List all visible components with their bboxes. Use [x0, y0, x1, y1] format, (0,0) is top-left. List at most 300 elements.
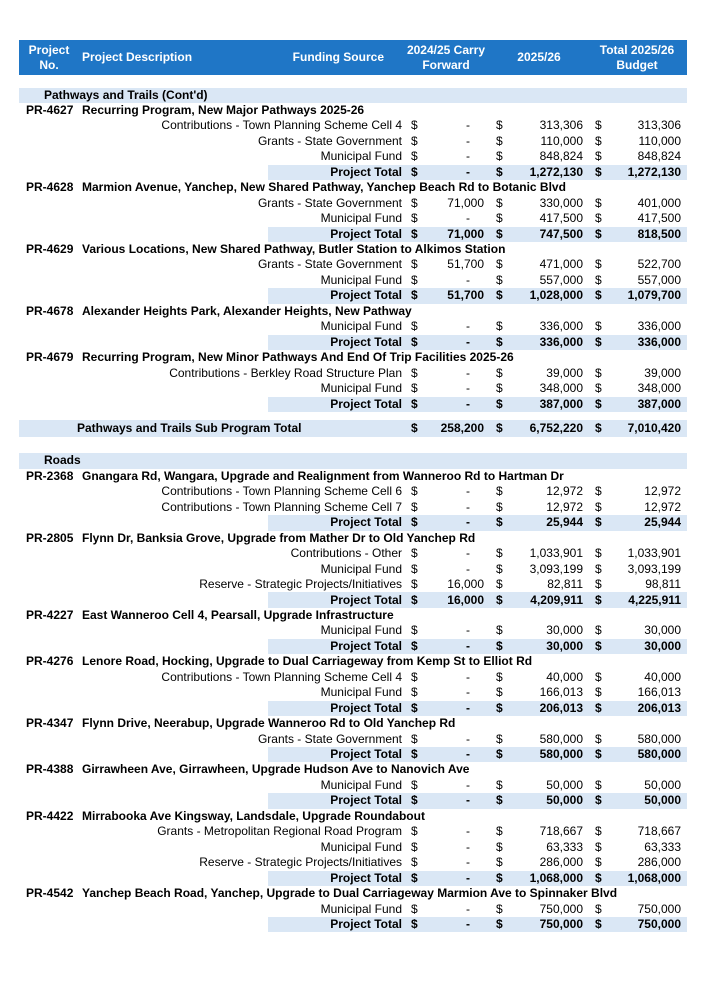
- total-value: 718,667: [637, 824, 681, 839]
- currency-symbol: $: [411, 824, 418, 839]
- total-value: 166,013: [637, 685, 681, 700]
- section-title: Pathways and Trails (Cont'd): [44, 87, 208, 102]
- currency-symbol: $: [595, 133, 602, 148]
- year-value: 747,500: [539, 226, 583, 241]
- currency-symbol: $: [595, 916, 602, 931]
- table-row: [0, 103, 706, 118]
- project-description: Alexander Heights Park, Alexander Heights, New Pathway: [82, 303, 412, 318]
- total-value: 25,944: [644, 515, 681, 530]
- carry-forward-value: -: [466, 561, 470, 576]
- table-row: [0, 546, 706, 561]
- total-value: 98,811: [645, 577, 681, 591]
- table-row: [0, 824, 706, 839]
- total-value: 50,000: [644, 777, 681, 792]
- funding-source: Municipal Fund: [320, 381, 402, 395]
- table-row: [0, 134, 706, 149]
- currency-symbol: $: [411, 334, 418, 349]
- carry-forward-value: -: [466, 499, 470, 514]
- table-row: [0, 654, 706, 669]
- currency-symbol: $: [496, 288, 503, 303]
- project-description: Girrawheen Ave, Girrawheen, Upgrade Hudson Ave to Nanovich Ave: [82, 762, 470, 777]
- carry-forward-value: -: [466, 669, 470, 684]
- table-row: [0, 747, 706, 762]
- currency-symbol: $: [411, 288, 418, 303]
- carry-forward-value: -: [466, 638, 470, 653]
- year-value: 718,667: [539, 824, 583, 839]
- table-row: [0, 350, 706, 365]
- currency-symbol: $: [595, 257, 602, 272]
- total-value: 580,000: [637, 731, 681, 746]
- currency-symbol: $: [595, 623, 602, 638]
- currency-symbol: $: [411, 669, 418, 684]
- currency-symbol: $: [595, 855, 602, 870]
- currency-symbol: $: [496, 499, 503, 514]
- table-row: [0, 149, 706, 164]
- year-value: 3,093,199: [529, 561, 583, 576]
- table-row: [0, 381, 706, 396]
- table-row: [0, 639, 706, 654]
- table-row: [0, 319, 706, 334]
- year-value: 12,972: [546, 484, 583, 499]
- funding-source: Municipal Fund: [320, 319, 402, 334]
- table-row: [0, 453, 706, 468]
- currency-symbol: $: [595, 747, 602, 761]
- project-total-label: Project Total: [330, 793, 402, 808]
- table-row: [0, 397, 706, 412]
- currency-symbol: $: [411, 272, 418, 287]
- table-row: [0, 531, 706, 546]
- table-row: [0, 871, 706, 886]
- funding-source: Municipal Fund: [320, 901, 402, 916]
- currency-symbol: $: [496, 515, 503, 530]
- total-value: 336,000: [637, 334, 681, 349]
- table-row: [0, 685, 706, 700]
- year-value: 750,000: [539, 916, 583, 931]
- year-value: 6,752,220: [529, 420, 583, 435]
- total-value: 401,000: [637, 195, 681, 210]
- project-code: PR-4388: [26, 762, 74, 777]
- table-row: [0, 778, 706, 793]
- currency-symbol: $: [496, 546, 503, 561]
- currency-symbol: $: [411, 561, 418, 576]
- year-value: 580,000: [539, 747, 583, 761]
- currency-symbol: $: [411, 381, 418, 395]
- currency-symbol: $: [411, 870, 418, 885]
- currency-symbol: $: [496, 133, 503, 148]
- currency-symbol: $: [595, 901, 602, 916]
- carry-forward-value: -: [466, 546, 470, 561]
- currency-symbol: $: [411, 149, 418, 164]
- currency-symbol: $: [411, 700, 418, 715]
- carry-forward-value: -: [466, 870, 470, 885]
- funding-source: Contributions - Town Planning Scheme Cell 4: [161, 669, 402, 684]
- carry-forward-value: -: [466, 272, 470, 287]
- total-value: 50,000: [644, 793, 681, 808]
- year-value: 580,000: [539, 731, 583, 746]
- total-value: 286,000: [637, 855, 681, 870]
- currency-symbol: $: [496, 420, 503, 435]
- year-value: 1,272,130: [529, 164, 583, 179]
- year-value: 348,000: [539, 381, 583, 395]
- currency-symbol: $: [411, 839, 418, 854]
- currency-symbol: $: [411, 793, 418, 808]
- currency-symbol: $: [496, 623, 503, 638]
- year-value: 39,000: [546, 365, 583, 380]
- table-row: [0, 335, 706, 350]
- carry-forward-value: 258,200: [440, 420, 484, 435]
- currency-symbol: $: [411, 133, 418, 148]
- table-row: [0, 840, 706, 855]
- project-total-label: Project Total: [330, 288, 402, 303]
- table-row: [0, 196, 706, 211]
- year-value: 750,000: [539, 901, 583, 916]
- carry-forward-value: 71,000: [447, 195, 484, 210]
- currency-symbol: $: [595, 515, 602, 530]
- project-total-label: Project Total: [330, 164, 402, 179]
- currency-symbol: $: [595, 546, 602, 561]
- header-project-no: Project No.: [28, 43, 70, 72]
- currency-symbol: $: [411, 747, 418, 761]
- total-value: 1,272,130: [627, 164, 681, 179]
- funding-source: Contributions - Town Planning Scheme Cell 7: [161, 499, 402, 514]
- carry-forward-value: -: [466, 901, 470, 916]
- project-total-label: Project Total: [330, 334, 402, 349]
- table-row: [0, 165, 706, 180]
- table-row: [0, 469, 706, 484]
- total-value: 12,972: [644, 499, 681, 514]
- project-description: Yanchep Beach Road, Yanchep, Upgrade to Dual Carriageway Marmion Ave to Spinnaker Blvd: [82, 886, 618, 900]
- carry-forward-value: 71,000: [447, 226, 484, 241]
- carry-forward-value: -: [466, 839, 470, 854]
- table-row: [0, 793, 706, 808]
- carry-forward-value: -: [466, 149, 470, 164]
- table-row: [0, 762, 706, 777]
- currency-symbol: $: [595, 334, 602, 349]
- table-row: [0, 562, 706, 577]
- table-row: [0, 242, 706, 257]
- currency-symbol: $: [496, 195, 503, 210]
- currency-symbol: $: [595, 669, 602, 684]
- currency-symbol: $: [595, 149, 602, 164]
- header-year: 2025/26: [517, 50, 561, 64]
- year-value: 40,000: [546, 669, 583, 684]
- currency-symbol: $: [496, 669, 503, 684]
- year-value: 848,824: [539, 149, 583, 164]
- currency-symbol: $: [595, 319, 602, 334]
- currency-symbol: $: [595, 499, 602, 514]
- year-value: 12,972: [546, 499, 583, 514]
- project-description: Marmion Avenue, Yanchep, New Shared Pathway, Yanchep Beach Rd to Botanic Blvd: [82, 180, 566, 195]
- total-value: 4,225,911: [628, 592, 681, 607]
- year-value: 471,000: [539, 257, 583, 272]
- currency-symbol: $: [595, 195, 602, 210]
- year-value: 30,000: [546, 638, 583, 653]
- table-row: [0, 608, 706, 623]
- currency-symbol: $: [595, 793, 602, 808]
- currency-symbol: $: [496, 793, 503, 808]
- currency-symbol: $: [595, 777, 602, 792]
- total-value: 40,000: [644, 669, 681, 684]
- total-value: 750,000: [637, 916, 681, 931]
- project-total-label: Project Total: [330, 226, 402, 241]
- project-code: PR-4347: [26, 716, 74, 731]
- currency-symbol: $: [595, 288, 602, 303]
- currency-symbol: $: [411, 901, 418, 916]
- carry-forward-value: -: [466, 700, 470, 715]
- total-value: 818,500: [637, 226, 681, 241]
- funding-source: Municipal Fund: [320, 211, 402, 226]
- project-description: Recurring Program, New Minor Pathways And End Of Trip Facilities 2025-26: [82, 350, 514, 365]
- carry-forward-value: -: [466, 916, 470, 931]
- currency-symbol: $: [411, 685, 418, 700]
- project-code: PR-4542: [26, 886, 74, 900]
- carry-forward-value: -: [466, 824, 470, 839]
- funding-source: Grants - State Government: [257, 731, 402, 746]
- currency-symbol: $: [496, 561, 503, 576]
- currency-symbol: $: [411, 195, 418, 210]
- currency-symbol: $: [411, 118, 418, 133]
- table-row: [0, 670, 706, 685]
- currency-symbol: $: [595, 839, 602, 854]
- year-value: 25,944: [546, 515, 583, 530]
- total-value: 580,000: [637, 747, 681, 761]
- project-code: PR-4627: [26, 103, 74, 117]
- total-value: 522,700: [637, 257, 681, 272]
- total-value: 557,000: [637, 272, 681, 287]
- project-description: Flynn Dr, Banksia Grove, Upgrade from Mather Dr to Old Yanchep Rd: [82, 530, 476, 545]
- section-title: Roads: [44, 453, 81, 468]
- funding-source: Contributions - Town Planning Scheme Cell 6: [161, 484, 402, 499]
- currency-symbol: $: [411, 319, 418, 334]
- total-value: 7,010,420: [627, 420, 681, 435]
- table-row: [0, 227, 706, 242]
- funding-source: Municipal Fund: [320, 839, 402, 854]
- currency-symbol: $: [595, 592, 602, 607]
- table-row: [0, 304, 706, 319]
- funding-source: Grants - State Government: [257, 257, 402, 272]
- table-row: [0, 257, 706, 272]
- total-value: 30,000: [644, 623, 681, 638]
- total-value: 1,033,901: [627, 546, 681, 561]
- table-row: [0, 180, 706, 195]
- currency-symbol: $: [595, 118, 602, 133]
- carry-forward-value: -: [466, 731, 470, 746]
- project-description: Various Locations, New Shared Pathway, Butler Station to Alkimos Station: [82, 242, 506, 256]
- currency-symbol: $: [496, 747, 503, 761]
- total-value: 110,000: [638, 133, 681, 148]
- carry-forward-value: -: [466, 164, 470, 179]
- carry-forward-value: -: [466, 747, 470, 761]
- total-value: 848,824: [637, 149, 681, 164]
- funding-source: Contributions - Other: [290, 546, 402, 561]
- table-row: [0, 421, 706, 436]
- carry-forward-value: 51,700: [447, 257, 484, 272]
- table-row: [0, 809, 706, 824]
- currency-symbol: $: [595, 164, 602, 179]
- currency-symbol: $: [411, 855, 418, 870]
- table-row: [0, 288, 706, 303]
- currency-symbol: $: [595, 211, 602, 226]
- currency-symbol: $: [411, 577, 418, 591]
- currency-symbol: $: [595, 731, 602, 746]
- year-value: 166,013: [539, 685, 583, 700]
- project-total-label: Project Total: [330, 515, 402, 530]
- year-value: 206,013: [539, 700, 583, 715]
- carry-forward-value: -: [466, 793, 470, 808]
- currency-symbol: $: [411, 515, 418, 530]
- currency-symbol: $: [411, 777, 418, 792]
- currency-symbol: $: [496, 319, 503, 334]
- funding-source: Reserve - Strategic Projects/Initiatives: [199, 577, 402, 591]
- table-row: [0, 886, 706, 901]
- funding-source: Contributions - Town Planning Scheme Cell 4: [161, 118, 402, 133]
- currency-symbol: $: [595, 870, 602, 885]
- currency-symbol: $: [595, 381, 602, 395]
- currency-symbol: $: [496, 118, 503, 133]
- currency-symbol: $: [411, 365, 418, 380]
- currency-symbol: $: [496, 824, 503, 839]
- project-code: PR-4628: [26, 180, 74, 195]
- currency-symbol: $: [595, 226, 602, 241]
- funding-source: Municipal Fund: [320, 561, 402, 576]
- project-description: Gnangara Rd, Wangara, Upgrade and Realignment from Wanneroo Rd to Hartman Dr: [82, 468, 564, 483]
- project-total-label: Project Total: [330, 700, 402, 715]
- currency-symbol: $: [496, 700, 503, 715]
- currency-symbol: $: [496, 855, 503, 870]
- year-value: 336,000: [539, 319, 583, 334]
- carry-forward-value: 51,700: [447, 288, 484, 303]
- currency-symbol: $: [496, 396, 503, 411]
- total-value: 206,013: [637, 700, 681, 715]
- carry-forward-value: -: [466, 334, 470, 349]
- funding-source: Contributions - Berkley Road Structure Plan: [169, 365, 402, 380]
- project-code: PR-2805: [26, 530, 74, 545]
- currency-symbol: $: [496, 916, 503, 931]
- currency-symbol: $: [496, 365, 503, 380]
- currency-symbol: $: [595, 700, 602, 715]
- currency-symbol: $: [496, 577, 503, 591]
- table-row: [0, 273, 706, 288]
- table-row: [0, 902, 706, 917]
- currency-symbol: $: [411, 638, 418, 653]
- project-total-label: Project Total: [330, 870, 402, 885]
- total-value: 336,000: [637, 319, 681, 334]
- funding-source: Municipal Fund: [320, 777, 402, 792]
- currency-symbol: $: [595, 638, 602, 653]
- total-value: 1,079,700: [627, 288, 681, 303]
- year-value: 1,068,000: [529, 870, 583, 885]
- table-row: [0, 118, 706, 133]
- project-description: Flynn Drive, Neerabup, Upgrade Wanneroo Rd to Old Yanchep Rd: [82, 716, 456, 731]
- table-row: [0, 515, 706, 530]
- total-value: 313,306: [637, 118, 681, 133]
- carry-forward-value: -: [466, 777, 470, 792]
- year-value: 63,333: [546, 839, 583, 854]
- total-value: 12,972: [644, 484, 681, 499]
- project-description: East Wanneroo Cell 4, Pearsall, Upgrade Infrastructure: [82, 607, 394, 622]
- total-value: 417,500: [637, 211, 681, 226]
- currency-symbol: $: [595, 365, 602, 380]
- carry-forward-value: -: [466, 381, 470, 395]
- project-code: PR-4679: [26, 350, 74, 365]
- total-value: 750,000: [637, 901, 681, 916]
- year-value: 1,028,000: [529, 288, 583, 303]
- table-row: [0, 855, 706, 870]
- carry-forward-value: -: [466, 365, 470, 380]
- currency-symbol: $: [595, 396, 602, 411]
- funding-source: Municipal Fund: [320, 272, 402, 287]
- funding-source: Grants - State Government: [257, 133, 402, 148]
- carry-forward-value: -: [466, 515, 470, 530]
- project-code: PR-2368: [26, 468, 74, 483]
- currency-symbol: $: [411, 420, 418, 435]
- year-value: 313,306: [539, 118, 583, 133]
- year-value: 336,000: [539, 334, 583, 349]
- currency-symbol: $: [595, 824, 602, 839]
- year-value: 330,000: [539, 195, 583, 210]
- funding-source: Grants - Metropolitan Regional Road Program: [157, 824, 402, 839]
- currency-symbol: $: [411, 164, 418, 179]
- header-total-budget: Total 2025/26 Budget: [599, 43, 675, 72]
- currency-symbol: $: [595, 685, 602, 700]
- funding-source: Reserve - Strategic Projects/Initiatives: [199, 855, 402, 870]
- carry-forward-value: -: [466, 623, 470, 638]
- funding-source: Municipal Fund: [320, 685, 402, 700]
- total-value: 30,000: [644, 638, 681, 653]
- project-description: Mirrabooka Ave Kingsway, Landsdale, Upgrade Roundabout: [82, 808, 425, 823]
- year-value: 557,000: [539, 272, 583, 287]
- project-total-label: Project Total: [330, 747, 402, 761]
- project-total-label: Project Total: [330, 916, 402, 931]
- table-row: [0, 701, 706, 716]
- table-row: [0, 484, 706, 499]
- currency-symbol: $: [496, 839, 503, 854]
- currency-symbol: $: [496, 685, 503, 700]
- currency-symbol: $: [496, 901, 503, 916]
- carry-forward-value: -: [466, 685, 470, 700]
- currency-symbol: $: [496, 257, 503, 272]
- currency-symbol: $: [496, 211, 503, 226]
- currency-symbol: $: [411, 916, 418, 931]
- year-value: 387,000: [539, 396, 583, 411]
- year-value: 30,000: [546, 623, 583, 638]
- subprogram-total-label: Pathways and Trails Sub Program Total: [77, 420, 302, 435]
- currency-symbol: $: [411, 396, 418, 411]
- carry-forward-value: -: [466, 855, 470, 870]
- currency-symbol: $: [496, 381, 503, 395]
- project-code: PR-4276: [26, 654, 74, 669]
- table-header: [19, 40, 687, 75]
- carry-forward-value: -: [466, 396, 470, 411]
- currency-symbol: $: [411, 623, 418, 638]
- year-value: 50,000: [546, 777, 583, 792]
- year-value: 82,811: [547, 577, 583, 591]
- header-project-description: Project Description: [82, 50, 193, 64]
- currency-symbol: $: [496, 334, 503, 349]
- total-value: 39,000: [644, 365, 681, 380]
- total-value: 387,000: [637, 396, 681, 411]
- currency-symbol: $: [496, 149, 503, 164]
- currency-symbol: $: [411, 499, 418, 514]
- funding-source: Municipal Fund: [320, 623, 402, 638]
- carry-forward-value: -: [466, 319, 470, 334]
- table-row: [0, 577, 706, 592]
- currency-symbol: $: [496, 484, 503, 499]
- year-value: 110,000: [540, 133, 583, 148]
- currency-symbol: $: [411, 484, 418, 499]
- currency-symbol: $: [496, 592, 503, 607]
- currency-symbol: $: [411, 226, 418, 241]
